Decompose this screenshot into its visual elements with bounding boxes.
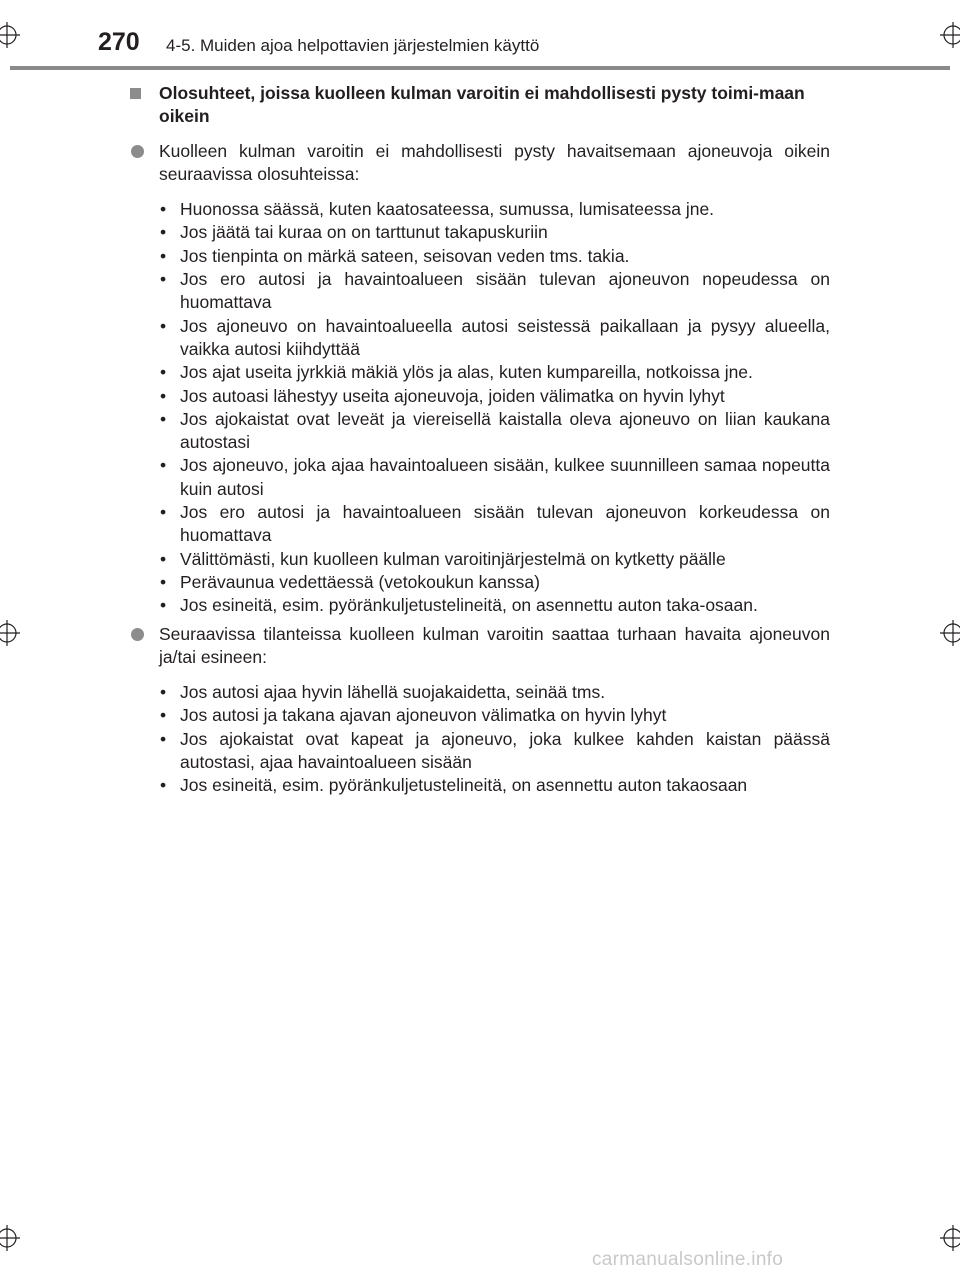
registration-mark-icon <box>0 22 20 48</box>
list-item <box>159 361 830 384</box>
list-item <box>159 245 830 268</box>
bullet-glyph: • <box>160 408 167 429</box>
list-item-text: Jos esineitä, esim. pyöränkuljetustelineitä, on asennettu auton takaosaan <box>180 775 748 796</box>
square-icon <box>130 88 141 99</box>
list-item <box>159 315 830 362</box>
bullet-dot-icon <box>131 145 144 158</box>
registration-mark-icon <box>0 1225 20 1251</box>
bullet-glyph: • <box>160 548 167 569</box>
list-item-text: Välittömästi, kun kuolleen kulman varoitinjärjestelmä on kytketty päälle <box>180 548 726 569</box>
bullet-dot-icon <box>131 628 144 641</box>
group-intro: Kuolleen kulman varoitin ei mahdollisesti pysty havaitsemaan ajoneuvoja oikein seuraavissa olosuhteissa: <box>159 140 830 184</box>
page-content <box>128 82 830 798</box>
list-item <box>159 408 830 455</box>
bullet-glyph: • <box>160 315 167 336</box>
registration-mark-icon <box>0 620 20 646</box>
list-item <box>159 774 830 797</box>
condition-list <box>159 681 830 797</box>
list-item-text: Perävaunua vedettäessä (vetokoukun kanssa) <box>180 571 540 592</box>
bullet-glyph: • <box>160 705 167 726</box>
list-item-text: Jos ero autosi ja havaintoalueen sisään tulevan ajoneuvon nopeudessa on huomattava <box>180 269 830 313</box>
list-item-text: Huonossa säässä, kuten kaatosateessa, sumussa, lumisateessa jne. <box>180 199 715 220</box>
list-item-text: Jos ajoneuvo, joka ajaa havaintoalueen sisään, kulkee suunnilleen samaa nopeutta kuin autosi <box>180 455 830 499</box>
group-intro: Seuraavissa tilanteissa kuolleen kulman varoitin saattaa turhaan havaita ajoneuvon ja/tai esineen: <box>159 623 830 667</box>
condition-list <box>159 198 830 617</box>
bullet-glyph: • <box>160 502 167 523</box>
list-item-text: Jos esineitä, esim. pyöränkuljetustelineitä, on asennettu auton taka-osaan. <box>180 595 758 616</box>
bullet-glyph: • <box>160 199 167 220</box>
site-watermark: carmanualsonline.info <box>592 1249 784 1270</box>
list-item <box>159 548 830 571</box>
bullet-glyph: • <box>160 682 167 703</box>
list-item-text: Jos jäätä tai kuraa on on tarttunut takapuskuriin <box>180 222 548 243</box>
bullet-glyph: • <box>160 728 167 749</box>
bullet-glyph: • <box>160 595 167 616</box>
list-item <box>159 268 830 315</box>
list-item <box>159 728 830 775</box>
list-item <box>159 501 830 548</box>
registration-mark-icon <box>940 1225 960 1251</box>
bullet-glyph: • <box>160 775 167 796</box>
list-item-text: Jos autosi ja takana ajavan ajoneuvon välimatka on hyvin lyhyt <box>180 705 667 726</box>
bullet-glyph: • <box>160 362 167 383</box>
list-item-text: Jos ajokaistat ovat kapeat ja ajoneuvo, joka kulkee kahden kaistan päässä autostasi, ajaa havaintoalueen sisään <box>180 728 830 773</box>
list-item <box>159 454 830 501</box>
list-item-text: Jos autosi ajaa hyvin lähellä suojakaidetta, seinää tms. <box>180 682 606 703</box>
list-item-text: Jos autoasi lähestyy useita ajoneuvoja, joiden välimatka on hyvin lyhyt <box>180 385 725 406</box>
page-number: 270 <box>98 28 140 56</box>
list-item <box>159 221 830 244</box>
registration-mark-icon <box>940 22 960 48</box>
list-item <box>159 704 830 727</box>
list-item <box>159 198 830 221</box>
bullet-glyph: • <box>160 222 167 243</box>
list-item-text: Jos ajoneuvo on havaintoalueella autosi seistessä paikallaan ja pysyy alueella, vaikka autosi kiihdyttää <box>180 315 830 359</box>
list-item <box>159 571 830 594</box>
list-item <box>159 594 830 617</box>
list-item-text: Jos ero autosi ja havaintoalueen sisään tulevan ajoneuvon korkeudessa on huomattava <box>180 502 830 546</box>
bullet-glyph: • <box>160 571 167 592</box>
bullet-glyph: • <box>160 245 167 266</box>
list-item-text: Jos tienpinta on märkä sateen, seisovan veden tms. takia. <box>180 245 630 266</box>
list-item <box>159 681 830 704</box>
bullet-glyph: • <box>160 269 167 290</box>
section-heading-text: Olosuhteet, joissa kuolleen kulman varoitin ei mahdollisesti pysty toimi-maan oikein <box>159 83 805 127</box>
bullet-glyph: • <box>160 385 167 406</box>
list-item-text: Jos ajokaistat ovat leveät ja viereisellä kaistalla oleva ajoneuvo on liian kaukana autostasi <box>180 408 830 453</box>
section-heading <box>128 82 830 129</box>
chapter-header-title: 4-5. Muiden ajoa helpottavien järjestelmien käyttö <box>166 36 540 55</box>
condition-group <box>128 140 830 618</box>
list-item <box>159 385 830 408</box>
header-divider <box>10 66 950 70</box>
registration-mark-icon <box>940 620 960 646</box>
bullet-glyph: • <box>160 455 167 476</box>
list-item-text: Jos ajat useita jyrkkiä mäkiä ylös ja alas, kuten kumpareilla, notkoissa jne. <box>180 362 753 383</box>
condition-group <box>128 623 830 798</box>
